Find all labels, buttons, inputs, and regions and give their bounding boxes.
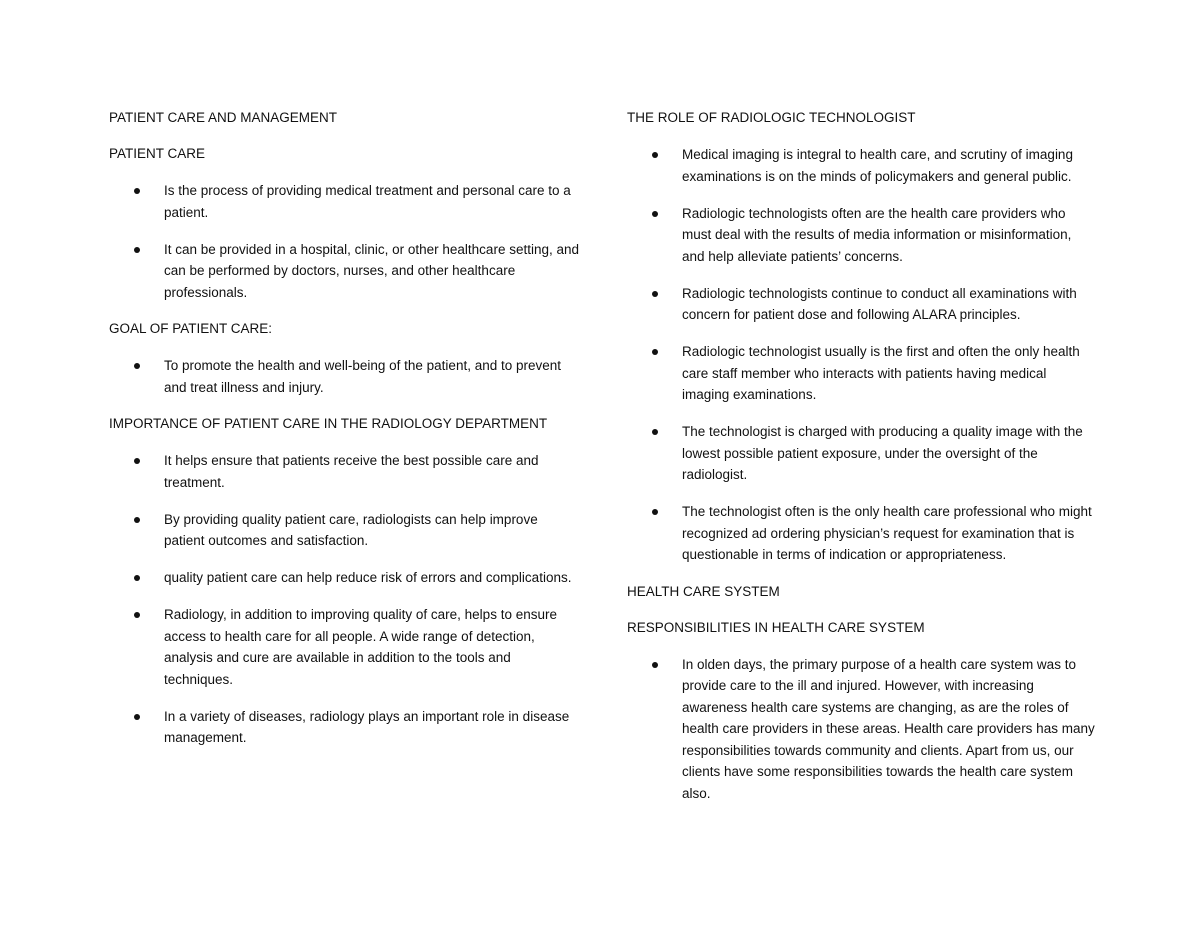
bullet-icon [134, 363, 140, 369]
section-heading-goal: GOAL OF PATIENT CARE: [109, 321, 273, 336]
bullet-icon [134, 714, 140, 720]
list-item: Radiologic technologist usually is the first and often the only health care staff member who interacts with patients having medical imaging examinations. [627, 341, 1097, 406]
bullet-icon [134, 517, 140, 523]
list-item: Radiologic technologists often are the health care providers who must deal with the results of media information or misinformation, and help alleviate patients’ concerns. [627, 203, 1097, 268]
right-column [627, 108, 1097, 820]
section-heading-importance: IMPORTANCE OF PATIENT CARE IN THE RADIOLOGY DEPARTMENT [109, 416, 548, 431]
patient-care-list [109, 180, 579, 303]
bullet-icon [652, 349, 658, 355]
list-item: Radiology, in addition to improving quality of care, helps to ensure access to health care for all people. A wide range of detection, analysis and cure are available in addition to the tools and techniques. [109, 604, 579, 690]
importance-list [109, 450, 579, 749]
section-heading-patient-care: PATIENT CARE [109, 146, 206, 161]
bullet-icon [652, 291, 658, 297]
document-title: PATIENT CARE AND MANAGEMENT [109, 110, 338, 125]
responsibilities-list [627, 654, 1097, 805]
list-item: Radiologic technologists continue to conduct all examinations with concern for patient dose and following ALARA principles. [627, 283, 1097, 326]
list-item: Medical imaging is integral to health care, and scrutiny of imaging examinations is on the minds of policymakers and general public. [627, 144, 1097, 187]
bullet-icon [134, 612, 140, 618]
bullet-icon [652, 429, 658, 435]
section-heading-health-care-system: HEALTH CARE SYSTEM [627, 583, 780, 599]
section-heading-role: THE ROLE OF RADIOLOGIC TECHNOLOGIST [627, 110, 916, 125]
bullet-icon [134, 247, 140, 253]
section-heading-responsibilities: RESPONSIBILITIES IN HEALTH CARE SYSTEM [627, 619, 925, 635]
role-list [627, 144, 1097, 566]
list-item: The technologist often is the only health care professional who might recognized ad ordering physician’s request for examination that is questionable in terms of indication or appropriateness. [627, 501, 1097, 566]
bullet-icon [134, 458, 140, 464]
bullet-icon [652, 152, 658, 158]
bullet-icon [134, 575, 140, 581]
bullet-icon [652, 662, 658, 668]
list-item: To promote the health and well-being of the patient, and to prevent and treat illness and injury. [109, 355, 579, 398]
left-column [109, 108, 579, 765]
list-item: It helps ensure that patients receive the best possible care and treatment. [109, 450, 579, 493]
list-item: The technologist is charged with producing a quality image with the lowest possible patient exposure, under the oversight of the radiologist. [627, 421, 1097, 486]
bullet-icon [134, 188, 140, 194]
list-item: quality patient care can help reduce risk of errors and complications. [109, 567, 579, 589]
list-item: It can be provided in a hospital, clinic, or other healthcare setting, and can be performed by doctors, nurses, and other healthcare professionals. [109, 239, 579, 304]
list-item: In a variety of diseases, radiology plays an important role in disease management. [109, 706, 579, 749]
bullet-icon [652, 509, 658, 515]
list-item: In olden days, the primary purpose of a health care system was to provide care to the ill and injured. However, with increasing awareness health care systems are changing, as are the roles of health care providers in these areas. Health care providers has many responsibilities towards community and clients. Apart from us, our clients have some responsibilities towards the health care system also. [627, 654, 1097, 805]
bullet-icon [652, 211, 658, 217]
goal-list [109, 355, 579, 398]
list-item: Is the process of providing medical treatment and personal care to a patient. [109, 180, 579, 223]
list-item: By providing quality patient care, radiologists can help improve patient outcomes and satisfaction. [109, 509, 579, 552]
